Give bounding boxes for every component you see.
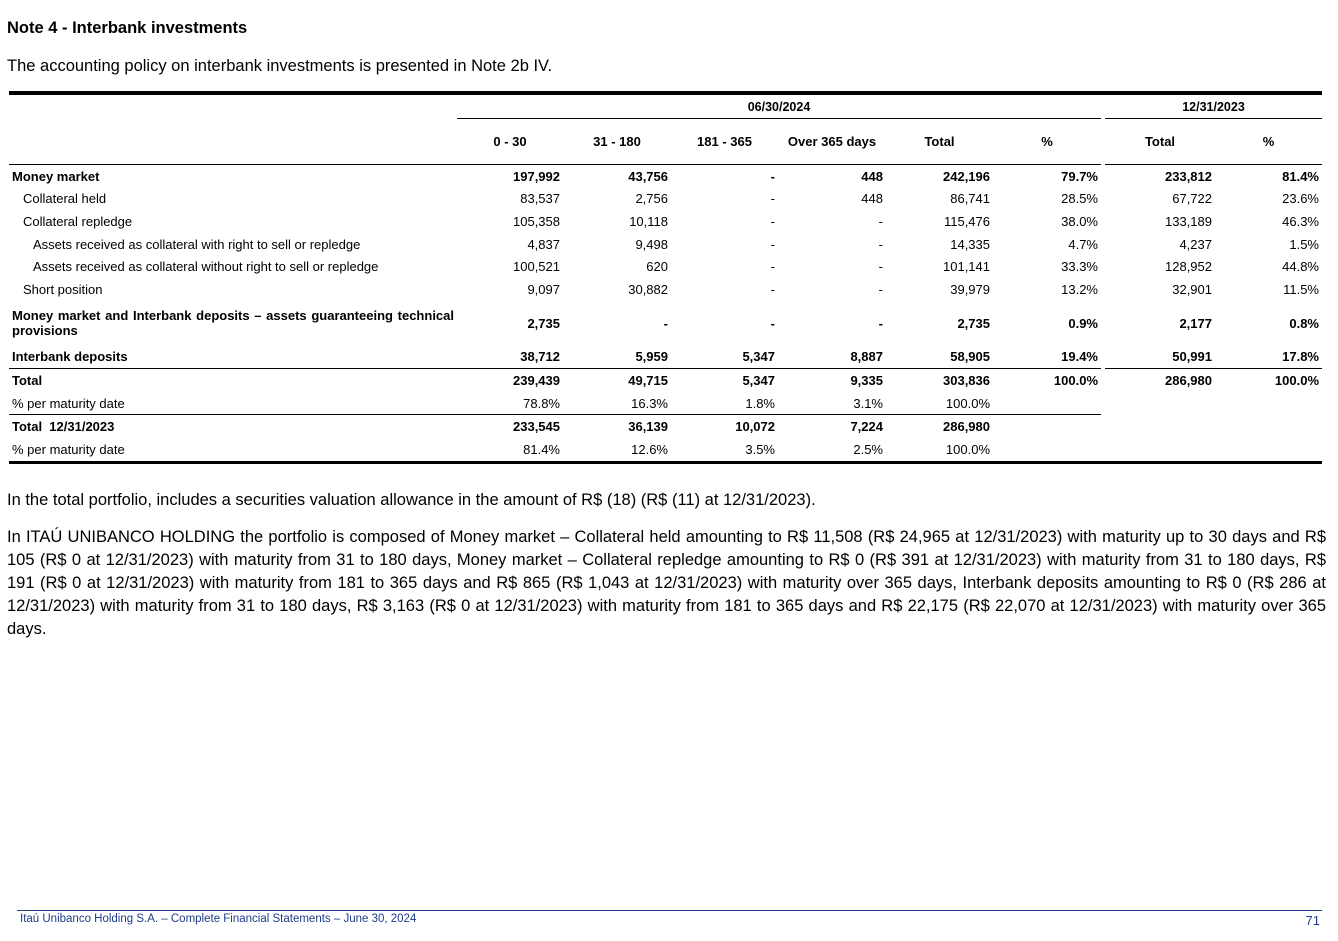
row-label: Money market [12,168,100,184]
cell: 2,735 [527,315,560,331]
cell: 38.0% [1061,213,1098,229]
cell: 2,177 [1179,315,1212,331]
footer-text: Itaú Unibanco Holding S.A. – Complete Financial Statements – June 30, 2024 [20,913,417,925]
cell: 7,224 [778,415,886,438]
cell: 17.8% [1282,349,1319,365]
row-label: Short position [23,281,103,297]
cell: 16.3% [631,395,668,411]
table-row [9,210,1322,233]
cell: - [770,281,775,297]
cell: 1.8% [745,395,775,411]
cell: 79.7% [1061,168,1098,184]
allowance-note: In the total portfolio, includes a securities valuation allowance in the amount of R$ (18) (R$ (11) at 12/31/2023). [7,491,816,509]
table-row [9,255,1322,278]
cell: 10,072 [671,415,778,438]
cell: 36,139 [563,415,671,438]
cell: - [770,213,775,229]
col-header: % [1215,119,1322,165]
cell: 78.8% [523,395,560,411]
row-label: Collateral held [23,191,107,207]
cell: 2,735 [957,315,990,331]
col-header: Total [886,119,993,165]
cell: 3.5% [745,441,775,457]
period-prior: 12/31/2023 [1105,95,1322,119]
cell: 81.4% [1282,168,1319,184]
cell: 33.3% [1061,259,1098,275]
cell: 9,498 [635,236,668,252]
table-row [9,165,1322,188]
cell: 81.4% [523,441,560,457]
total-prior-row [9,415,1322,438]
cell: 239,439 [457,369,563,392]
interbank-investments-table [9,91,1322,464]
table-row [9,438,1322,462]
note-title: Note 4 - Interbank investments [7,19,248,37]
holding-composition-note: In ITAÚ UNIBANCO HOLDING the portfolio is composed of Money market – Collateral held amounting to R$ 11,508 (R$ 24,965 at 12/31/2023) with maturity up to 30 days and R$ 105 (R$ 0 at 12/31/2023) with maturity from 31 to 180 days, Money market – Collateral repledge amounting to R$ 0 (R$ 391 at 12/31/2023) with maturity from 31 to 180 days, R$ 191 (R$ 0 at 12/31/2023) with maturity from 181 to 365 days and R$ 865 (R$ 1,043 at 12/31/2023) with maturity over 365 days, Interbank deposits amounting to R$ 0 (R$ 286 at 12/31/2023) with maturity from 31 to 180 days, R$ 3,163 (R$ 0 at 12/31/2023) with maturity from 181 to 365 days and R$ 22,175 (R$ 22,070 at 12/31/2023) with maturity over 365 days. [7,528,1326,638]
row-label: Total [9,369,457,392]
footer-divider [17,910,1322,911]
cell: 242,196 [943,168,990,184]
cell: 14,335 [950,236,990,252]
period-current: 06/30/2024 [457,95,1101,119]
col-header: Total [1105,119,1215,165]
table-row [9,188,1322,211]
cell: 44.8% [1282,259,1319,275]
cell: 133,189 [1165,213,1212,229]
cell: 5,347 [742,349,775,365]
row-label: Total 12/31/2023 [9,415,457,438]
cell: 233,545 [457,415,563,438]
row-label: Assets received as collateral without right to sell or repledge [33,259,379,275]
cell: 49,715 [563,369,671,392]
row-label: Interbank deposits [12,349,128,365]
cell: - [663,315,668,331]
cell: 4,837 [527,236,560,252]
table-row [9,346,1322,369]
cell: 448 [861,168,883,184]
cell: 28.5% [1061,191,1098,207]
cell: 100.0% [1215,369,1322,392]
cell: - [770,259,775,275]
cell: 32,901 [1172,281,1212,297]
cell: 9,335 [778,369,886,392]
col-header: % [993,119,1101,165]
cell: 43,756 [628,168,668,184]
cell: 19.4% [1061,349,1098,365]
cell: - [878,281,883,297]
cell: 3.1% [853,395,883,411]
table-row [9,278,1322,301]
cell: - [770,236,775,252]
cell: 30,882 [628,281,668,297]
cell: 100.0% [993,369,1101,392]
cell: 2,756 [635,191,668,207]
table-row [9,233,1322,256]
cell: 23.6% [1282,191,1319,207]
col-header: 0 - 30 [457,119,563,165]
cell: 0.9% [1068,315,1098,331]
cell: 620 [646,259,668,275]
cell: 4.7% [1068,236,1098,252]
row-label: Assets received as collateral with right to sell or repledge [33,236,361,252]
cell: 11.5% [1283,281,1319,297]
cell: 46.3% [1282,213,1319,229]
cell: 100,521 [513,259,560,275]
row-label: % per maturity date [12,395,125,411]
cell: 13.2% [1061,281,1098,297]
cell: - [878,315,883,331]
cell: 101,141 [943,259,990,275]
policy-text: The accounting policy on interbank investments is presented in Note 2b IV. [7,57,553,75]
cell: 8,887 [850,349,883,365]
cell: 303,836 [886,369,993,392]
period-header-row [9,95,1322,119]
cell: - [770,315,775,331]
cell: 233,812 [1165,168,1212,184]
table-row [9,392,1322,415]
cell: 286,980 [1105,369,1215,392]
cell: 1.5% [1289,236,1319,252]
row-label: Collateral repledge [23,213,133,229]
cell: - [878,259,883,275]
cell: 105,358 [513,213,560,229]
cell: 38,712 [520,349,560,365]
column-header-row [9,119,1322,165]
cell: 83,537 [520,191,560,207]
cell: 50,991 [1172,349,1212,365]
total-row [9,369,1322,392]
col-header: 181 - 365 [671,119,778,165]
cell: 9,097 [527,281,560,297]
cell: 2.5% [853,441,883,457]
cell: 86,741 [950,191,990,207]
cell: 115,476 [943,213,990,229]
cell: 100.0% [945,441,990,457]
page-number: 71 [1305,913,1320,928]
cell: - [770,191,775,207]
cell: - [878,213,883,229]
row-label: Money market and Interbank deposits – assets guaranteeing technical provisions [12,308,454,339]
cell: 4,237 [1179,236,1212,252]
cell: 128,952 [1165,259,1212,275]
cell: 100.0% [945,395,990,411]
cell: 197,992 [513,168,560,184]
cell: 448 [861,191,883,207]
cell: 5,347 [671,369,778,392]
cell: 286,980 [886,415,993,438]
cell: 10,118 [629,213,668,229]
cell: 67,722 [1172,191,1212,207]
cell: - [878,236,883,252]
cell: 12.6% [631,441,668,457]
cell: 58,905 [950,349,990,365]
cell: 39,979 [950,281,990,297]
col-header: 31 - 180 [563,119,671,165]
cell: - [770,168,775,184]
row-label: % per maturity date [12,441,125,457]
table-row [9,301,1322,346]
cell: 5,959 [635,349,668,365]
cell: 0.8% [1289,315,1319,331]
col-header: Over 365 days [778,119,886,165]
